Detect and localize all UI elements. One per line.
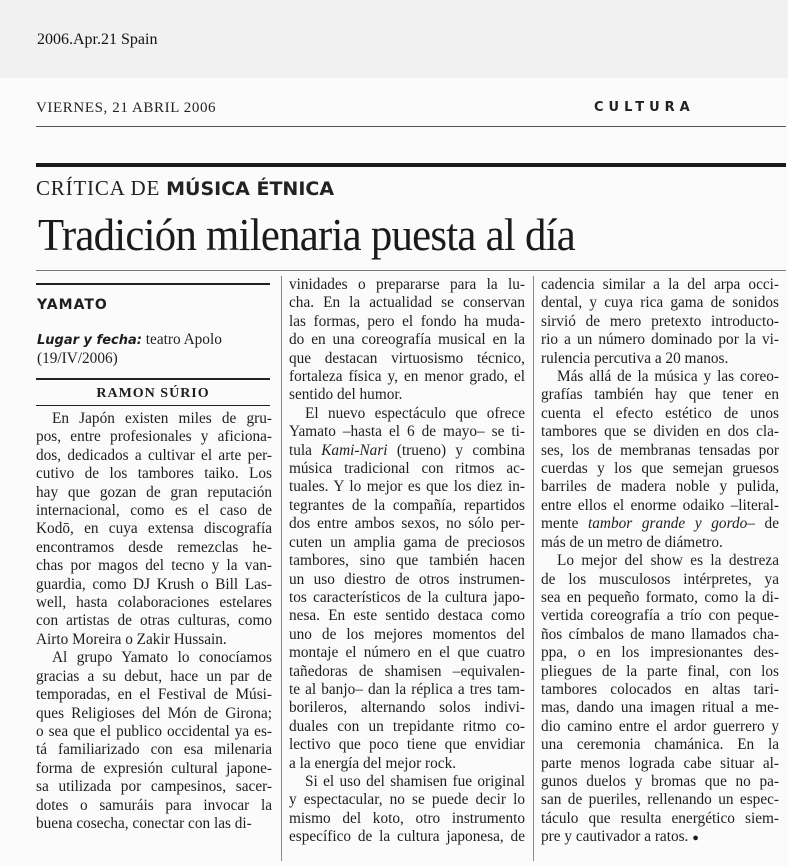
text-fragment: (trueno) y combina (387, 441, 525, 459)
text-fragment: con artistas de otras culturas, como (36, 612, 272, 630)
section-label: CULTURA (594, 100, 695, 115)
text-fragment: vinidades o prepararse para la lu- (289, 276, 525, 293)
text-fragment: ses, los de membranas tensadas por (541, 441, 779, 459)
kicker (36, 176, 334, 201)
article-line (541, 773, 779, 791)
text-fragment: mente (541, 515, 589, 533)
text-fragment: dio camino entre el ardor guerrero y (541, 717, 779, 735)
article-line (36, 668, 272, 686)
text-fragment: sea en pequeño formato, como la di- (541, 588, 779, 606)
text-fragment: tegrantes de la compañía, repartidos (289, 496, 525, 514)
article-line (36, 447, 272, 465)
headline-rule (36, 270, 786, 271)
text-fragment: Kodō, en cuya extensa discografía (36, 520, 272, 538)
article-line (289, 644, 525, 662)
article-line (289, 423, 525, 441)
article-line (289, 497, 525, 515)
text-fragment: mas, dando una imagen ritual a me- (541, 699, 779, 717)
text-fragment: cadencia similar a la del arpa occi- (541, 276, 779, 293)
text-fragment: tula (289, 441, 322, 459)
dateline: VIERNES, 21 ABRIL 2006 (36, 100, 217, 116)
article-line (541, 699, 779, 717)
article-line (289, 313, 525, 331)
headline: Tradición milenaria puesta al día (38, 209, 575, 260)
article-line (541, 515, 779, 533)
text-fragment: buena cosecha, conectar con las di- (36, 814, 252, 832)
text-fragment: rio a un número dominado por la vi- (541, 331, 779, 349)
text-fragment: tuales. Y lo mejor es que los diez in- (289, 478, 525, 496)
article-line (541, 294, 779, 312)
italic-title: tambor grande y gordo (588, 515, 748, 533)
article-line (36, 428, 272, 446)
text-fragment: específico de la cultura japonesa, de (289, 828, 525, 846)
article-line (541, 828, 779, 847)
text-fragment: tañedoras de shamisen –equivalen- (289, 662, 525, 680)
article-line (36, 723, 272, 741)
text-fragment: uno de los mejores momentos del (289, 625, 525, 643)
text-fragment: dotes o samuráis para invocar la (36, 796, 272, 814)
factbox-rule-above-author (36, 378, 270, 380)
text-fragment: grafías también hay que tener en (541, 386, 779, 404)
article-line (36, 815, 272, 833)
text-fragment: cha. En la actualidad se conservan (289, 294, 525, 312)
article-line (289, 791, 525, 809)
text-fragment: cuten un amplia gama de preciosos (289, 533, 525, 551)
text-fragment: ños címbalos de mano llamados cha- (541, 625, 779, 643)
article-line (289, 534, 525, 552)
article-line (541, 736, 779, 754)
article-line (541, 607, 779, 625)
text-fragment: Airto Moreira o Zakir Hussain. (36, 630, 227, 648)
article-line (541, 368, 779, 386)
text-fragment: Al grupo Yamato lo conocíamos (52, 649, 272, 667)
article-line (541, 571, 779, 589)
article-line (541, 442, 779, 460)
text-fragment: y espectacular, no se puede decir lo (289, 791, 525, 809)
article-line (289, 276, 525, 294)
article-line (36, 465, 272, 483)
text-fragment: encontramos desde remezclas he- (36, 538, 272, 556)
article-line (289, 810, 525, 828)
article-line (541, 718, 779, 736)
article-line (36, 410, 272, 428)
article-line (289, 589, 525, 607)
article-line (289, 386, 525, 404)
text-fragment: ppa, o en los impresionantes des- (541, 644, 779, 662)
text-fragment: – de (747, 515, 779, 533)
text-fragment: un uso diestro de otros instrumen- (289, 570, 525, 588)
text-fragment: barriles de madera noble y pulida, (541, 478, 779, 496)
factbox-label: Lugar y fecha: (37, 333, 142, 348)
article-line (36, 797, 272, 815)
column-divider-1 (281, 276, 282, 861)
text-fragment: sirvió de mero pretexto introducto- (541, 312, 779, 330)
article-line (289, 607, 525, 625)
text-fragment: cuerdas y los que semejan gruesos (541, 460, 779, 478)
article-line (289, 699, 525, 717)
text-fragment: guardia, como DJ Krush o Bill Las- (36, 575, 272, 593)
article-line (541, 331, 779, 349)
text-fragment: duales con un trepidante ritmo co- (289, 717, 525, 735)
text-fragment: te al banjo– dan la réplica a tres tam- (289, 680, 525, 698)
text-fragment: más de un metro de diámetro. (541, 533, 723, 551)
text-fragment: Más allá de la música y las coreo- (557, 368, 779, 386)
article-line (541, 644, 779, 662)
factbox-venue: teatro Apolo (141, 331, 222, 348)
article-line (541, 791, 779, 809)
article-line (36, 778, 272, 796)
article-line (289, 478, 525, 496)
text-fragment: dental, y cuya rica gama de sonidos (541, 294, 779, 312)
article-line (36, 760, 272, 778)
text-fragment: mismo del koto, otro instrumento (289, 809, 525, 827)
article-line (289, 350, 525, 368)
text-fragment: rulencia percutiva a 20 manos. (541, 349, 729, 367)
article-line (541, 534, 779, 552)
factbox-rule-below-author (36, 405, 270, 406)
text-fragment: gracias a su debut, hace un par de (36, 667, 272, 685)
text-fragment: táculo que resulta energético siem- (541, 809, 779, 827)
header-rule (36, 126, 786, 127)
article-line (36, 594, 272, 612)
text-fragment: tambores, sino que también hacen (289, 552, 525, 570)
article-line (36, 502, 272, 520)
article-column-1 (36, 410, 272, 833)
article-line (541, 497, 779, 515)
text-fragment: parte menos lograda cabe situar al- (541, 754, 779, 772)
end-mark-icon: ● (692, 832, 699, 845)
article-line (289, 626, 525, 644)
factbox-date: (19/IV/2006) (37, 350, 118, 367)
text-fragment: tá familiarizado con esa milenaria (36, 741, 272, 759)
text-fragment: cuenta el efecto estético de unos (541, 404, 779, 422)
text-fragment: dos, dedicados a cultivar el arte per- (36, 446, 272, 464)
article-line (289, 294, 525, 312)
text-fragment: hay que gozan de gran reputación (36, 483, 272, 501)
article-column-2 (289, 276, 525, 847)
text-fragment: pre y cautivador a ratos. (541, 828, 689, 846)
article-line (289, 718, 525, 736)
text-fragment: temporadas, en el Festival de Músi- (36, 686, 272, 704)
column-divider-2 (533, 276, 534, 861)
article-line (289, 755, 525, 773)
text-fragment: chas por magos del tecno y la van- (36, 557, 272, 575)
italic-title: Kami-Nari (321, 441, 388, 459)
article-line (36, 649, 272, 667)
article-line (36, 520, 272, 538)
article-line (289, 552, 525, 570)
text-fragment: fortaleza física y, en menor grado, el (289, 368, 525, 386)
article-line (541, 626, 779, 644)
article-line (541, 460, 779, 478)
text-fragment: o sea que el publico occidental ya es- (36, 722, 272, 740)
article-column-3 (541, 276, 779, 848)
text-fragment: tambores colocados en altas tari- (541, 680, 779, 698)
article-line (541, 755, 779, 773)
article-line (36, 539, 272, 557)
text-fragment: Yamato –hasta el 6 de mayo– se ti- (289, 423, 525, 441)
article-line (289, 515, 525, 533)
text-fragment: entre ellos el enorme odaiko –literal- (541, 496, 779, 514)
text-fragment: forma de expresión cultural japone- (36, 759, 272, 777)
kicker-bold: MÚSICA ÉTNICA (166, 178, 335, 200)
text-fragment: lectivo que poco tiene que envidiar (289, 736, 525, 754)
text-fragment: internacional, como es el caso de (36, 502, 272, 520)
factbox-title: YAMATO (37, 297, 108, 313)
article-line (36, 741, 272, 759)
article-line (289, 368, 525, 386)
article-line (289, 460, 525, 478)
text-fragment: montaje el número en el que cuatro (289, 644, 525, 662)
article-line (289, 571, 525, 589)
article-line (289, 736, 525, 754)
article-line (289, 331, 525, 349)
text-fragment: sa utilizada por campesinos, sacer- (36, 778, 272, 796)
factbox-info (37, 331, 271, 368)
text-fragment: pos, entre profesionales y aficiona- (36, 428, 272, 446)
thick-rule (36, 163, 786, 167)
factbox-top-rule (36, 283, 270, 285)
text-fragment: cutivo de los tambores taiko. Los (36, 465, 272, 483)
text-fragment: que destacan virtuosismo técnico, (289, 349, 525, 367)
article-line (36, 686, 272, 704)
text-fragment: pliegues de la parte final, con los (541, 662, 779, 680)
article-line (36, 705, 272, 723)
article-line (541, 386, 779, 404)
article-line (289, 663, 525, 681)
text-fragment: vertida coreografía a trío con peque- (541, 607, 779, 625)
article-line (36, 612, 272, 630)
text-fragment: ques Religioses del Món de Girona; (36, 704, 272, 722)
text-fragment: gunos duelos y bromas que no pa- (541, 772, 779, 790)
text-fragment: las formas, pero el fondo ha muda- (289, 312, 525, 330)
text-fragment: de los musculosos intérpretes, ya (541, 570, 779, 588)
article-line (541, 423, 779, 441)
text-fragment: una ceremonia chamánica. En la (541, 736, 779, 754)
kicker-plain: CRÍTICA DE (36, 176, 167, 200)
text-fragment: san de pueriles, rellenando un espec- (541, 791, 779, 809)
text-fragment: nesa. En este sentido destaca como (289, 607, 525, 625)
article-line (289, 405, 525, 423)
article-line (541, 681, 779, 699)
text-fragment: música tradicional con ritmos ac- (289, 460, 525, 478)
article-line (541, 350, 779, 368)
text-fragment: Lo mejor del show es la destreza (557, 552, 779, 570)
article-line (289, 828, 525, 846)
text-fragment: El nuevo espectáculo que ofrece (305, 404, 525, 422)
article-line (541, 810, 779, 828)
author-byline: RAMON SÚRIO (96, 386, 210, 401)
text-fragment: borileros, alternando solos indivi- (289, 699, 525, 717)
article-line (36, 557, 272, 575)
article-line (541, 313, 779, 331)
text-fragment: dos entre ambos sexos, no sólo per- (289, 515, 525, 533)
text-fragment: sentido del humor. (289, 386, 403, 404)
text-fragment: En Japón existen miles de gru- (52, 410, 272, 427)
text-fragment: Si el uso del shamisen fue original (305, 772, 525, 790)
article-line (541, 589, 779, 607)
article-line (289, 681, 525, 699)
article-line (36, 631, 272, 649)
article-line (541, 405, 779, 423)
text-fragment: well, hasta colaboraciones estelares (36, 594, 272, 612)
article-line (36, 484, 272, 502)
text-fragment: tambores que se dividen en dos cla- (541, 423, 779, 441)
text-fragment: a la energía del mejor rock. (289, 754, 457, 772)
clipping-date-note: 2006.Apr.21 Spain (37, 31, 158, 48)
article-line (541, 663, 779, 681)
article-line (36, 576, 272, 594)
article-line (289, 773, 525, 791)
article-line (541, 276, 779, 294)
article-line (289, 442, 525, 460)
text-fragment: do en una coreografía musical en la (289, 331, 525, 349)
article-line (541, 552, 779, 570)
article-line (541, 478, 779, 496)
text-fragment: tos característicos de la cultura japo- (289, 588, 525, 606)
